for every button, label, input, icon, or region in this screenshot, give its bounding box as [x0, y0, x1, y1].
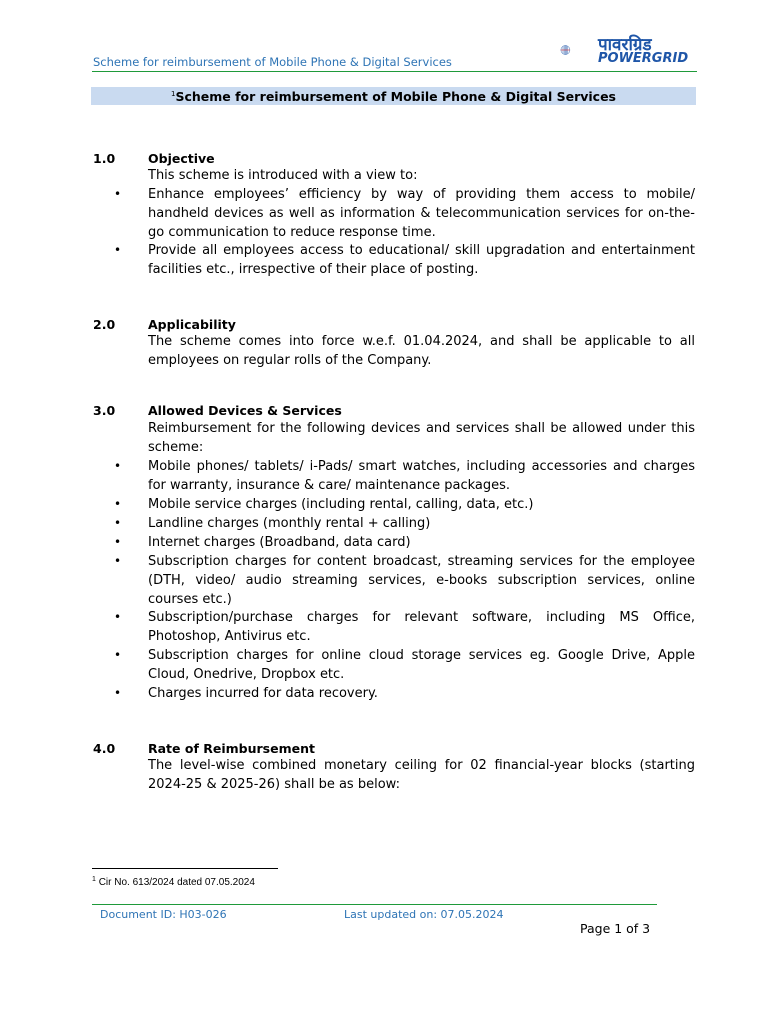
document-title-bar — [91, 87, 696, 105]
section-heading: Applicability — [148, 317, 236, 332]
list-item: Internet charges (Broadband, data card) — [148, 535, 411, 550]
bullet-icon: • — [114, 554, 122, 568]
section-number: 4.0 — [93, 741, 116, 756]
list-item: Charges incurred for data recovery. — [148, 686, 378, 701]
bullet-icon: • — [114, 686, 122, 700]
footer-rule — [92, 904, 657, 905]
logo-english-text: POWERGRID — [598, 51, 689, 66]
bullet-icon: • — [114, 535, 122, 549]
section-intro: The level-wise combined monetary ceiling for 02 financial-year blocks (starting 2024-25 & 2025-26) shall be as below: — [148, 758, 695, 792]
bullet-icon: • — [114, 610, 122, 624]
bullet-icon: • — [114, 497, 122, 511]
list-item: Mobile service charges (including rental, calling, data, etc.) — [148, 497, 534, 512]
page-number: Page 1 of 3 — [580, 921, 651, 936]
list-item: Subscription charges for online cloud storage services eg. Google Drive, Apple Cloud, Onedrive, Dropbox etc. — [148, 648, 695, 682]
document-title — [91, 89, 696, 104]
section-heading: Rate of Reimbursement — [148, 741, 315, 756]
section-number: 1.0 — [93, 151, 116, 166]
list-item: Subscription charges for content broadcast, streaming services for the employee (DTH, video/ audio streaming services, e-books subscription services, online courses etc.) — [148, 554, 695, 607]
bullet-icon: • — [114, 459, 122, 473]
logo-hindi-text: पावरग्रिड — [598, 35, 652, 55]
section-intro: Reimbursement for the following devices and services shall be allowed under this scheme: — [148, 421, 695, 455]
document-title-text: Scheme for reimbursement of Mobile Phone & Digital Services — [175, 89, 616, 104]
footnote — [92, 876, 255, 888]
bullet-icon: • — [114, 516, 122, 530]
section-intro: This scheme is introduced with a view to: — [148, 168, 418, 183]
powergrid-logo-icon — [560, 32, 596, 68]
footnote-text: Cir No. 613/2024 dated 07.05.2024 — [98, 877, 255, 888]
bullet-icon: • — [114, 648, 122, 662]
list-item: Provide all employees access to educational/ skill upgradation and entertainment facilities etc., irrespective of their place of posting. — [148, 243, 695, 277]
section-number: 3.0 — [93, 403, 116, 418]
footer-last-updated: Last updated on: 07.05.2024 — [344, 908, 504, 921]
bullet-icon: • — [114, 187, 122, 201]
section-heading: Allowed Devices & Services — [148, 403, 342, 418]
footnote-separator — [92, 868, 278, 869]
footer-document-id: Document ID: H03-026 — [100, 908, 227, 921]
list-item: Mobile phones/ tablets/ i-Pads/ smart watches, including accessories and charges for warranty, insurance & care/ maintenance packages. — [148, 459, 695, 493]
section-number: 2.0 — [93, 317, 116, 332]
list-item: Enhance employees’ efficiency by way of providing them access to mobile/ handheld devices as well as information & telecommunication services for on-the-go communication to reduce response time. — [148, 187, 695, 240]
footnote-ref: 1 — [171, 90, 176, 98]
footnote-marker: 1 — [92, 876, 96, 883]
list-item: Landline charges (monthly rental + calling) — [148, 516, 431, 531]
header-rule — [92, 71, 697, 72]
header-title: Scheme for reimbursement of Mobile Phone & Digital Services — [93, 55, 452, 69]
section-intro: The scheme comes into force w.e.f. 01.04.2024, and shall be applicable to all employees on regular rolls of the Company. — [148, 334, 695, 368]
list-item: Subscription/purchase charges for relevant software, including MS Office, Photoshop, Antivirus etc. — [148, 610, 695, 644]
bullet-icon: • — [114, 243, 122, 257]
section-heading: Objective — [148, 151, 215, 166]
